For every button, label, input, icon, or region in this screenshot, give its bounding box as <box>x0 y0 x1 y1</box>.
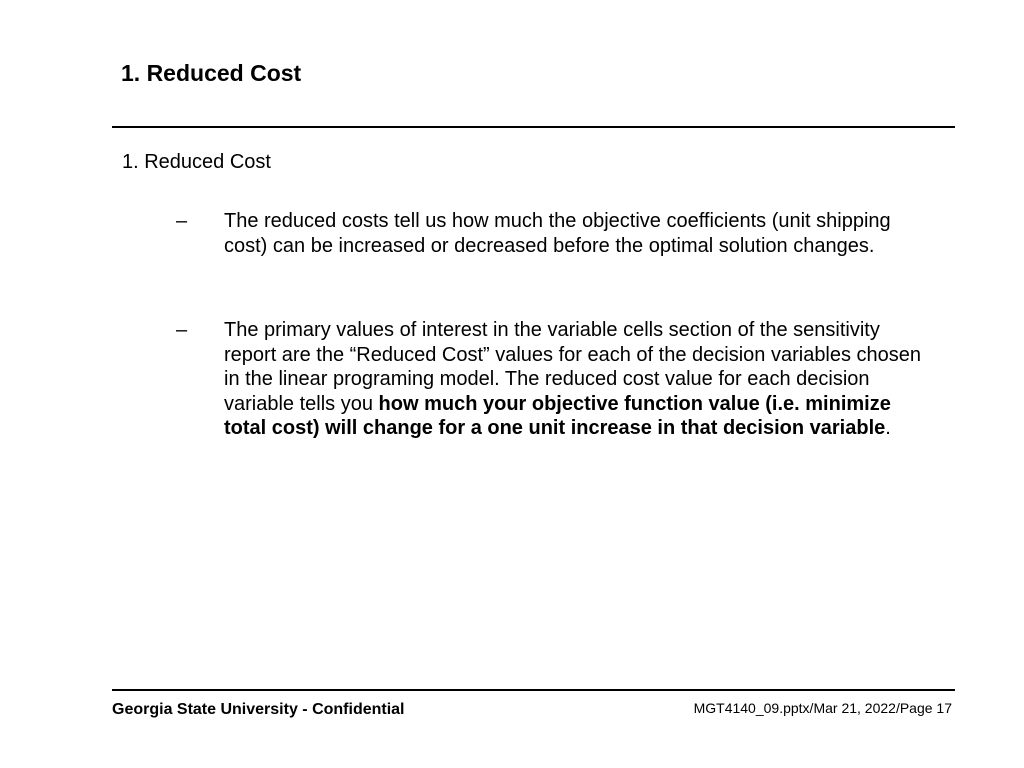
footer-confidential: Georgia State University - Confidential <box>112 701 405 718</box>
bullet-dash: – <box>176 210 188 232</box>
bullet-text-end: . <box>885 417 891 439</box>
section-heading: 1. Reduced Cost <box>122 151 271 173</box>
bullet-text <box>224 318 936 441</box>
slide-title: 1. Reduced Cost <box>121 60 302 86</box>
bullet-text-regular: The primary values of interest in the variable cells section of the sensitivity report are the “Reduced Cost” values for each of the decision variables chosen in the linear programing model. The reduced cost value for each decision variable tells you <box>224 319 922 415</box>
bullet-item <box>176 318 936 441</box>
bullet-text-emphasis: how much your objective function value (i.e. minimize total cost) will change for a one unit increase in that decision variable <box>224 392 891 439</box>
bullet-text: The reduced costs tell us how much the objective coefficients (unit shipping cost) can be increased or decreased before the optimal solution changes. <box>224 210 891 257</box>
footer-page-info: MGT4140_09.pptx/Mar 21, 2022/Page 17 <box>693 700 952 716</box>
title-divider <box>112 126 955 128</box>
footer-divider <box>112 689 955 691</box>
bullet-dash: – <box>176 319 188 341</box>
bullet-item <box>176 209 936 258</box>
